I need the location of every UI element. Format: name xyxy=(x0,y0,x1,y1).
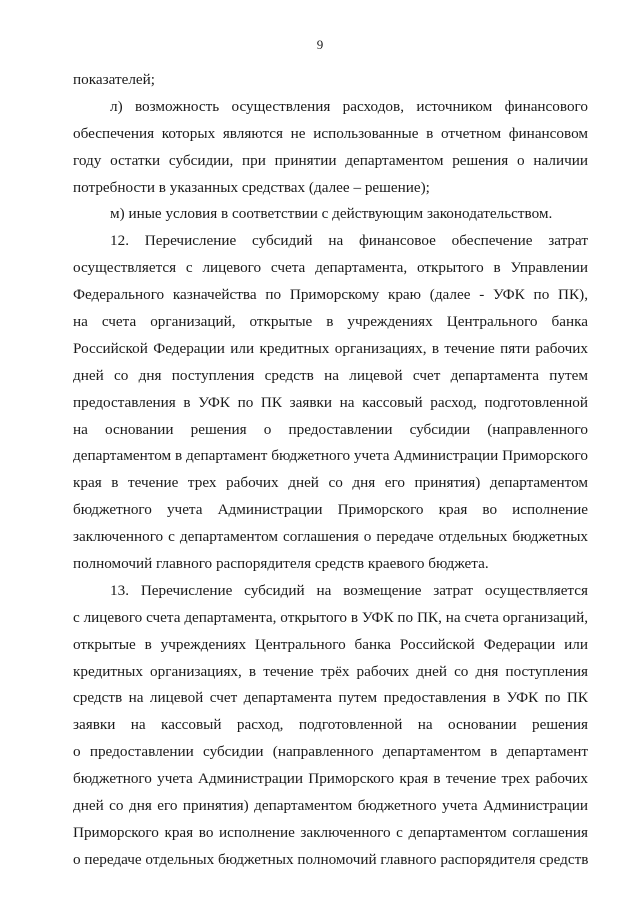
page-number: 9 xyxy=(316,37,324,52)
text-line: показателей; xyxy=(73,71,156,88)
text-line: департаментом в департамент бюджетного учета Администрации Приморского xyxy=(73,447,588,465)
text-line: полномочий главного распорядителя средств краевого бюджета. xyxy=(73,555,489,573)
text-line: края в течение трех рабочих дней со дня его принятия) департаментом xyxy=(73,474,588,492)
text-line: 12. Перечисление субсидий на финансовое обеспечение затрат xyxy=(110,232,588,250)
body-text xyxy=(73,67,588,874)
text-line: открытые в учреждениях Центрального банка Российской Федерации или xyxy=(73,635,588,653)
text-line: потребности в указанных средствах (далее – решение); xyxy=(73,178,430,196)
text-line: предоставления в УФК по ПК заявки на кассовый расход, подготовленной xyxy=(73,393,588,411)
text-line: кредитных организациях, в течение трёх рабочих дней со дня поступления xyxy=(73,662,588,680)
text-line: заключенного с департаментом соглашения о передаче отдельных бюджетных xyxy=(73,528,588,546)
text-line: на счета организаций, открытые в учреждениях Центрального банка xyxy=(73,313,588,331)
text-line: осуществляется с лицевого счета департамента, открытого в Управлении xyxy=(73,259,588,277)
text-line: году остатки субсидии, при принятии департаментом решения о наличии xyxy=(73,151,588,169)
text-line: Федерального казначейства по Приморскому краю (далее - УФК по ПК), xyxy=(73,286,588,304)
text-line: средств на лицевой счет департамента путем предоставления в УФК по ПК xyxy=(73,689,588,707)
text-line: л) возможность осуществления расходов, источником финансового xyxy=(110,97,588,115)
text-line: Российской Федерации или кредитных организациях, в течение пяти рабочих xyxy=(73,339,588,357)
text-line: дней со дня поступления средств на лицевой счет департамента путем xyxy=(73,366,588,384)
text-line: заявки на кассовый расход, подготовленной на основании решения xyxy=(73,716,588,734)
text-line: м) иные условия в соответствии с действующим законодательством. xyxy=(110,205,553,223)
text-line: обеспечения которых являются не использованные в отчетном финансовом xyxy=(73,124,588,142)
text-line: 13. Перечисление субсидий на возмещение затрат осуществляется xyxy=(110,581,588,599)
text-line: о предоставлении субсидии (направленного департаментом в департамент xyxy=(73,743,588,761)
text-line: с лицевого счета департамента, открытого в УФК по ПК, на счета организаций, xyxy=(73,608,588,626)
text-line: дней со дня его принятия) департаментом бюджетного учета Администрации xyxy=(73,797,588,815)
text-line: на основании решения о предоставлении субсидии (направленного xyxy=(73,420,588,438)
text-line: бюджетного учета Администрации Приморского края в течение трех рабочих xyxy=(73,770,588,788)
text-line: о передаче отдельных бюджетных полномочий главного распорядителя средств xyxy=(73,850,589,868)
text-line: Приморского края во исполнение заключенного с департаментом соглашения xyxy=(73,823,588,841)
text-line: бюджетного учета Администрации Приморского края во исполнение xyxy=(73,501,588,519)
